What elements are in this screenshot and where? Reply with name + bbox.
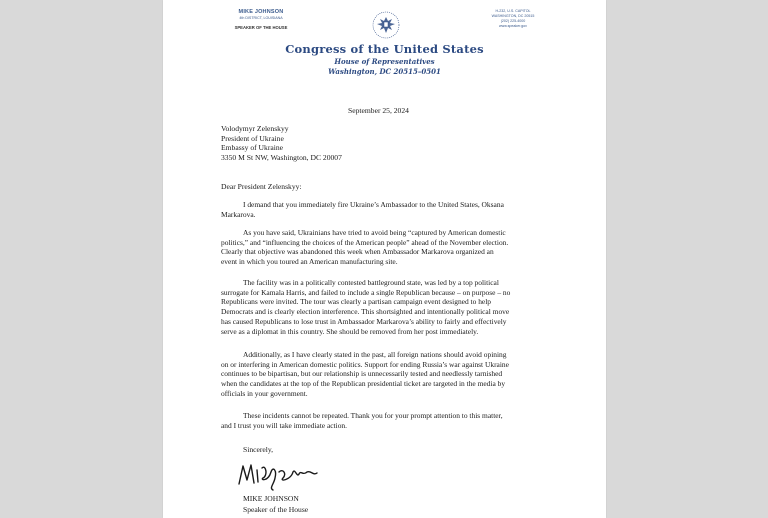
house-title: House of Representatives [334,57,435,66]
letterhead-address-line: (202) 225-4000 [500,19,526,23]
paragraph [221,228,561,267]
paragraph-line: continues to be bipartisan, but our relationship is unnecessarily tested and needlessly tarnished [221,369,503,379]
address-line: 3350 M St NW, Washington, DC 20007 [221,152,342,162]
address-line: Volodymyr Zelenskyy [221,124,289,133]
signature-block [243,493,308,515]
eagle-seal-icon [371,10,401,40]
address-line: President of Ukraine [221,133,284,143]
letterhead-address-line: H-232, U.S. CAPITOL [495,9,531,13]
paragraph-line: politics,” and “influencing the choices of the American people” ahead of the November election. [221,237,509,247]
letterhead-district: 4th DISTRICT, LOUISIANA [239,16,283,20]
letterhead-address-line: www.speaker.gov [499,24,527,28]
congress-title: Congress of the United States [285,42,484,56]
paragraph-line: has caused Republicans to lose trust in Ambassador Markarova’s ability to fairly and effectively [221,316,507,326]
signer-title: Speaker of the House [243,505,309,514]
paragraph-line: I demand that you immediately fire Ukraine’s Ambassador to the United States, Oksana [243,200,504,209]
paragraph [221,200,561,219]
paragraph-line: The facility was in a politically contested battleground state, was led by a top political [243,278,499,287]
letterhead-address-line: WASHINGTON, DC 20515 [491,14,535,18]
paragraph-line: Republicans were invited. The tour was clearly a partisan campaign event designed to help [221,297,492,307]
paragraph-line: Additionally, as I have clearly stated in the past, all foreign nations should avoid opining [243,350,507,359]
paragraph-line: when the candidates at the top of the Republican presidential ticket are targeted in the media by [221,379,506,389]
letter-date: September 25, 2024 [348,106,409,115]
paragraph-line: officials in your government. [221,388,308,398]
paragraph-line: event in which you toured an American manufacturing site. [221,257,398,267]
address-line: Embassy of Ukraine [221,143,283,153]
signer-name: MIKE JOHNSON [243,494,299,503]
paragraph-line: As you have said, Ukrainians have tried to avoid being “captured by American domestic [243,228,506,237]
paragraph-line: Democrats and is clearly election interference. This shortsighted and intentionally political move [221,307,510,317]
paragraph-line: on or interfering in American domestic politics. Support for ending Russia’s war against Ukraine [221,359,509,369]
paragraph-line: These incidents cannot be repeated. Thank you for your prompt attention to this matter, [243,411,503,420]
paragraph-line: surrogate for Kamala Harris, and failed to include a single Republican because – on purpose – no [221,287,511,297]
paragraph-line: serve as a diplomat in this country. She should be removed from her post immediately. [221,326,479,336]
letterhead-right [483,9,543,29]
recipient-address [221,124,342,162]
paragraph-line: Markarova. [221,209,256,219]
paragraph [221,411,561,430]
letterhead-title: SPEAKER OF THE HOUSE [234,25,288,30]
letterhead-name: MIKE JOHNSON [238,9,284,15]
city-line: Washington, DC 20515–0501 [328,67,441,76]
salutation: Dear President Zelenskyy: [221,182,302,191]
letter-page [163,0,606,518]
closing: Sincerely, [243,445,274,454]
letterhead-left [231,9,291,30]
congress-heading [163,42,606,76]
paragraph [221,350,561,399]
paragraph-line: and I trust you will take immediate action. [221,420,347,430]
paragraph [221,278,561,336]
handwritten-signature [233,456,323,492]
paragraph-line: Clearly that objective was abandoned this week when Ambassador Markarova organized an [221,247,494,257]
